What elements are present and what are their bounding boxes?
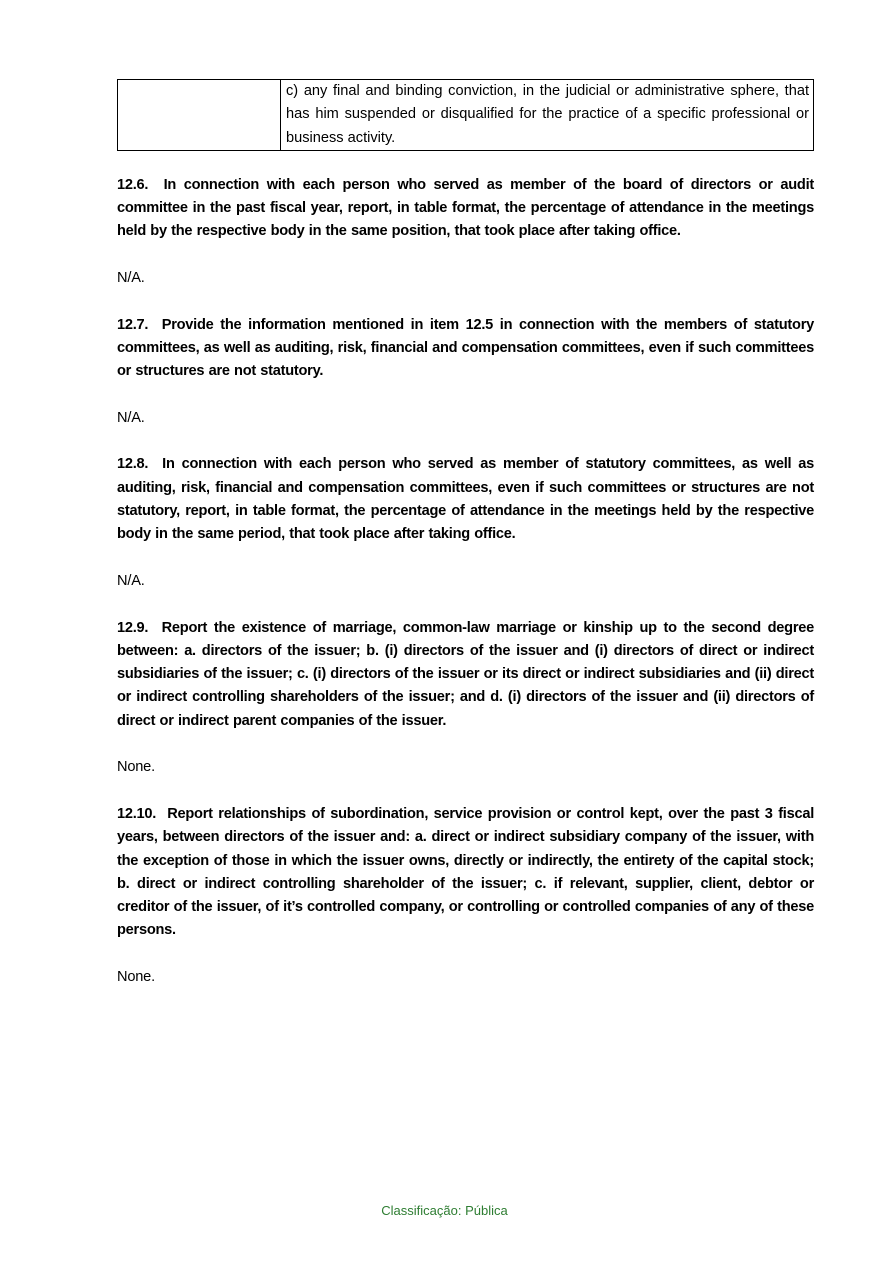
item-number: 12.7. — [117, 316, 149, 333]
spacer — [117, 593, 814, 616]
spacer — [117, 151, 814, 174]
item-question-text: In connection with each person who served as member of the board of directors or audit committee in the past fiscal year, report, in table format, the percentage of attendance in the meetings held by the respective body in the same position, that took place after taking office. — [117, 176, 815, 240]
item-12-10-answer: None. — [117, 968, 155, 985]
spacer — [117, 290, 814, 313]
item-12-9-answer: None. — [117, 759, 155, 776]
item-12-8-answer: N/A. — [117, 572, 145, 589]
classification-footer: Classificação: Pública — [381, 1203, 508, 1218]
item-12-8-question — [117, 453, 814, 546]
item-12-6-answer: N/A. — [117, 270, 145, 287]
spacer — [117, 244, 814, 267]
item-number: 12.9. — [117, 619, 149, 636]
table-cell-empty — [118, 80, 281, 151]
item-12-10-question — [117, 803, 814, 943]
spacer — [117, 780, 814, 803]
table-cell-text: c) any final and binding conviction, in the judicial or administrative sphere, that has him suspended or disqualified for the practice of a specific professional or business activity. — [281, 80, 814, 151]
document-page — [117, 79, 814, 989]
item-number: 12.6. — [117, 176, 149, 193]
item-12-7-question — [117, 314, 814, 384]
item-12-7-answer: N/A. — [117, 409, 145, 426]
item-12-6-question — [117, 174, 814, 244]
spacer — [117, 547, 814, 570]
continued-table — [117, 79, 814, 151]
item-number: 12.10. — [117, 805, 157, 822]
item-question-text: Report the existence of marriage, common-law marriage or kinship up to the second degree between: a. directors of the issuer; b. (i) directors of the issuer and (i) directors of direct or indirect subsidiaries of the issuer; c. (i) directors of the issuer or its direct or indirect subsidiaries and (ii) direct or indirect controlling shareholders of the issuer; and d. (i) directors of the issuer and (ii) directors of direct or indirect parent companies of the issuer. — [117, 619, 814, 729]
spacer — [117, 384, 814, 407]
item-question-text: Report relationships of subordination, service provision or control kept, over the past 3 fiscal years, between directors of the issuer and: a. direct or indirect subsidiary company of the issuer, with the exception of those in which the issuer owns, directly or indirectly, the entirety of the capital stock; b. direct or indirect controlling shareholder of the issuer; c. if relevant, supplier, client, debtor or creditor of the issuer, of it’s controlled company, or controlling or controlled companies of any of these persons. — [117, 805, 815, 939]
item-question-text: Provide the information mentioned in item 12.5 in connection with the members of statutory committees, as well as auditing, risk, financial and compensation committees, even if such committees or structures are not statutory. — [117, 316, 815, 380]
spacer — [117, 943, 814, 966]
spacer — [117, 733, 814, 756]
table-row — [118, 80, 814, 151]
item-question-text: In connection with each person who served as member of statutory committees, as well as auditing, risk, financial and compensation committees, even if such committees or structures are not statutory, report, in table format, the percentage of attendance in the meetings held by the respective body in the same period, that took place after taking office. — [117, 456, 814, 543]
item-12-9-question — [117, 617, 814, 733]
item-number: 12.8. — [117, 456, 149, 473]
spacer — [117, 430, 814, 453]
